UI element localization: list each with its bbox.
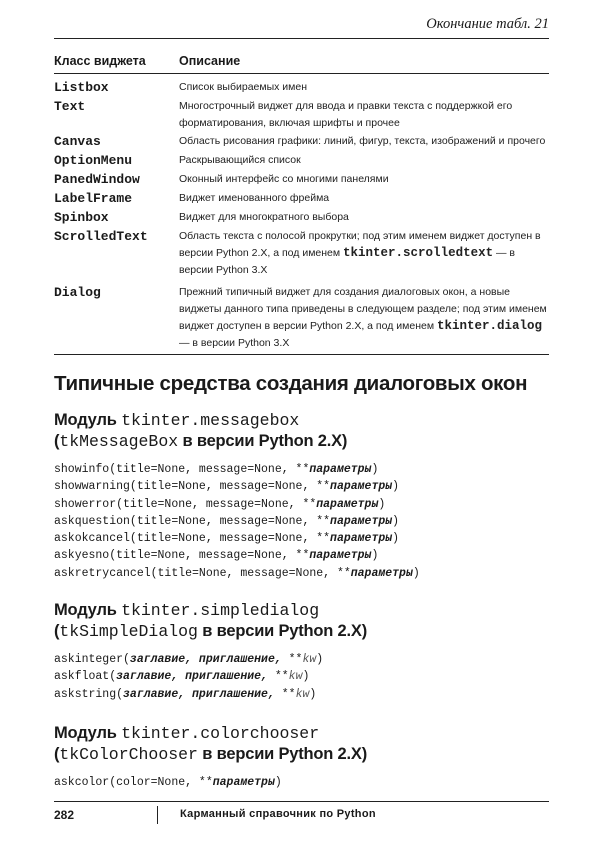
sig-param: параметры <box>309 463 372 476</box>
module-title-prefix: Модуль <box>54 601 122 619</box>
widget-description: Список выбираемых имен <box>179 81 308 93</box>
book-title: Карманный справочник по Python <box>180 808 376 820</box>
module-subtitle <box>54 744 549 765</box>
page-footer <box>54 801 549 822</box>
table-row <box>54 189 549 208</box>
module-name: tkinter.messagebox <box>121 411 300 430</box>
module-title <box>54 410 549 431</box>
module-title <box>54 723 549 744</box>
table-header <box>54 50 549 74</box>
sig-code: askyesno(title=None, message=None, ** <box>54 549 310 563</box>
sig-param: параметры <box>330 480 393 494</box>
widget-description: Оконный интерфейс со многими панелями <box>179 173 389 185</box>
sig-param: заглавие, приглашение, <box>123 687 275 701</box>
sig-code: askquestion(title=None, message=None, ** <box>54 514 331 528</box>
function-list <box>54 461 549 582</box>
sig-param: параметры <box>316 497 379 511</box>
module-py2-name: tkSimpleDialog <box>59 622 198 641</box>
widget-class-name: Canvas <box>54 134 101 149</box>
sig-end: ) <box>392 514 400 528</box>
table-row <box>54 170 549 189</box>
function-signature <box>54 530 549 547</box>
table-bottom-rule <box>54 354 549 355</box>
module-subtitle <box>54 431 549 452</box>
module-title <box>54 600 549 621</box>
widget-description: Многострочный виджет для ввода и правки текста с поддержкой его форматирования, включая шрифты и прочее <box>179 100 513 129</box>
widget-class-name: LabelFrame <box>54 191 133 206</box>
sig-end: ) <box>371 463 379 476</box>
table-row <box>54 78 549 97</box>
widget-class-name: Listbox <box>54 80 109 95</box>
desc-code: tkinter.dialog <box>436 319 543 333</box>
table-row <box>54 227 549 279</box>
sig-code: askinteger( <box>54 653 130 666</box>
sig-kw: kw <box>302 653 317 666</box>
function-signature <box>54 565 549 582</box>
sig-code: askokcancel(title=None, message=None, ** <box>54 532 331 546</box>
sig-kw: kw <box>288 670 303 684</box>
function-signature <box>54 774 549 791</box>
sig-code: askstring( <box>54 687 124 701</box>
module-py2-name: tkMessageBox <box>59 432 179 451</box>
sig-code: showerror(title=None, message=None, ** <box>54 497 317 511</box>
page-number: 282 <box>54 808 75 822</box>
widget-description <box>179 283 549 352</box>
function-list <box>54 651 549 703</box>
footer-separator <box>157 806 158 824</box>
sig-mid: ** <box>267 670 289 684</box>
widget-description: Область рисования графики: линий, фигур, текста, изображений и прочего <box>179 135 546 147</box>
sig-param: параметры <box>212 776 275 789</box>
desc-text: Прежний типичный виджет для создания диалоговых окон, а новые виджеты данного типа приведены в следующем разделе; под этим именем виджет доступен в версии Python 2.X, а под именем <box>179 286 547 332</box>
subtitle-text: в версии Python 2.X) <box>197 622 368 640</box>
table-header-description: Описание <box>179 54 241 68</box>
module-simpledialog <box>54 600 549 703</box>
sig-mid: ** <box>274 687 296 701</box>
module-title-prefix: Модуль <box>54 724 122 742</box>
sig-code: askfloat( <box>54 670 117 684</box>
sig-param: параметры <box>330 532 393 546</box>
table-header-class: Класс виджета <box>54 54 146 68</box>
widget-class-name: Spinbox <box>54 210 109 225</box>
sig-end: ) <box>412 566 420 580</box>
widget-table <box>54 50 549 355</box>
table-row <box>54 132 549 151</box>
subtitle-text: в версии Python 2.X) <box>197 745 368 763</box>
widget-description: Виджет именованного фрейма <box>179 192 330 204</box>
widget-description: Виджет для многократного выбора <box>179 211 349 223</box>
table-row <box>54 97 549 132</box>
widget-class-name: ScrolledText <box>54 229 148 244</box>
module-name: tkinter.simpledialog <box>121 601 320 620</box>
widget-description <box>179 227 549 279</box>
running-head: Окончание табл. 21 <box>54 16 549 39</box>
sig-param: параметры <box>309 549 372 563</box>
subtitle-paren: ( <box>54 622 60 640</box>
sig-end: ) <box>309 687 317 701</box>
module-name: tkinter.colorchooser <box>121 724 320 743</box>
sig-code: showinfo(title=None, message=None, ** <box>54 463 310 476</box>
widget-description: Раскрывающийся список <box>179 154 301 166</box>
sig-end: ) <box>392 532 400 546</box>
function-signature <box>54 651 549 668</box>
function-signature <box>54 478 549 495</box>
sig-param: параметры <box>350 566 413 580</box>
table-row <box>54 208 549 227</box>
module-messagebox <box>54 410 549 582</box>
module-colorchooser <box>54 723 549 791</box>
sig-kw: kw <box>295 687 310 701</box>
desc-text: Область текста с полосой прокрутки; под этим именем виджет доступен в версии Python 2.X, а под именем <box>179 230 541 259</box>
sig-mid: ** <box>281 653 303 666</box>
section-title: Типичные средства создания диалоговых окон <box>54 372 528 395</box>
sig-end: ) <box>316 653 324 666</box>
subtitle-text: в версии Python 2.X) <box>178 432 348 450</box>
function-signature <box>54 668 549 685</box>
sig-param: заглавие, приглашение, <box>116 670 268 684</box>
sig-end: ) <box>371 549 379 563</box>
module-title-prefix: Модуль <box>54 411 122 429</box>
sig-param: заглавие, приглашение, <box>129 653 282 666</box>
function-list <box>54 774 549 791</box>
module-subtitle <box>54 621 549 642</box>
sig-end: ) <box>274 776 282 789</box>
function-signature <box>54 496 549 513</box>
desc-code: tkinter.scrolledtext <box>343 246 494 260</box>
sig-param: параметры <box>330 514 393 528</box>
table-row <box>54 283 549 352</box>
function-signature <box>54 547 549 564</box>
table-row <box>54 151 549 170</box>
sig-code: askcolor(color=None, ** <box>54 776 213 789</box>
subtitle-paren: ( <box>54 432 60 450</box>
sig-end: ) <box>302 670 310 684</box>
sig-end: ) <box>378 497 386 511</box>
desc-text: — в версии Python 3.X <box>179 247 515 276</box>
sig-end: ) <box>392 480 400 494</box>
function-signature <box>54 513 549 530</box>
widget-class-name: Text <box>54 99 86 114</box>
module-py2-name: tkColorChooser <box>59 745 198 764</box>
sig-code: askretrycancel(title=None, message=None, ** <box>54 566 351 580</box>
widget-class-name: OptionMenu <box>54 153 133 168</box>
desc-text: — в версии Python 3.X <box>179 337 290 349</box>
subtitle-paren: ( <box>54 745 60 763</box>
widget-class-name: PanedWindow <box>54 172 140 187</box>
widget-class-name: Dialog <box>54 285 101 300</box>
function-signature <box>54 686 549 703</box>
function-signature <box>54 461 549 478</box>
sig-code: showwarning(title=None, message=None, ** <box>54 480 331 494</box>
